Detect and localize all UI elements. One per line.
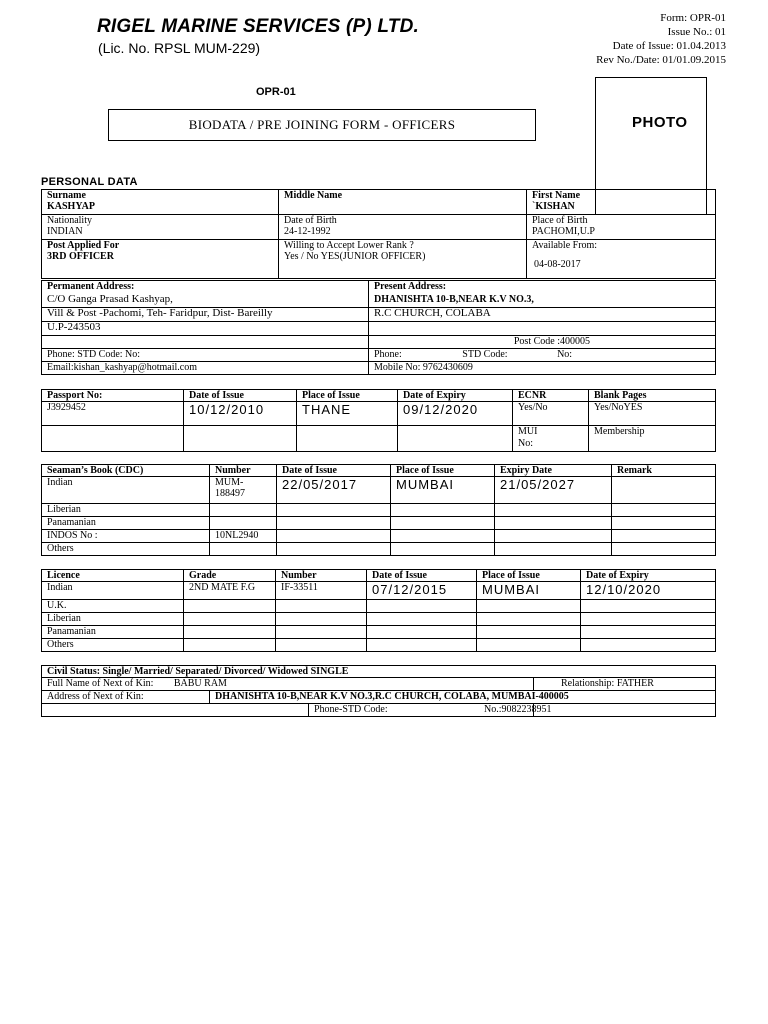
passport-place-of-issue: THANE [297, 402, 398, 426]
permanent-address-line-3: U.P-243503 [42, 322, 369, 336]
licence-row-issue [367, 600, 477, 613]
passport-blank-pages: Yes/NoYES [589, 402, 716, 426]
form-meta [596, 11, 726, 67]
present-phone-cell [369, 349, 716, 362]
cdc-row-label: Others [42, 543, 210, 556]
pob-label: Place of Birth [532, 215, 588, 226]
cdc-table [41, 464, 716, 556]
permanent-address-line-2: Vill & Post -Pachomi, Teh- Faridpur, Dist- Bareilly [42, 308, 369, 322]
table-row [42, 600, 716, 613]
dob-label: Date of Birth [284, 215, 337, 226]
available-cell [527, 240, 716, 279]
cdc-row-expiry: 21/05/2027 [495, 477, 612, 504]
licence-row-label: Others [42, 639, 184, 652]
personal-data-table [41, 189, 716, 279]
licence-row-expiry: 12/10/2020 [581, 582, 716, 600]
cdc-row-place [391, 543, 495, 556]
table-row [42, 543, 716, 556]
licence-header-issue: Date of Issue [367, 570, 477, 582]
cdc-row-place [391, 530, 495, 543]
licence-header-licence: Licence [42, 570, 184, 582]
licence-row-issue [367, 626, 477, 639]
cdc-header-issue: Date of Issue [277, 465, 391, 477]
cdc-header-book: Seaman’s Book (CDC) [42, 465, 210, 477]
permanent-address-line-1: C/O Ganga Prasad Kashyap, [42, 294, 369, 308]
cdc-row-label: Liberian [42, 504, 210, 517]
mui-cell [513, 426, 589, 452]
pob-value: PACHOMI,U.P [532, 226, 595, 237]
present-phone-no: No: [557, 349, 573, 360]
cdc-header-number: Number [210, 465, 277, 477]
kin-name-cell [42, 678, 534, 691]
passport-blank-4 [398, 426, 513, 452]
first-name-value: `KISHAN [532, 201, 575, 212]
licence-row-label: U.K. [42, 600, 184, 613]
cdc-row-remark [612, 530, 716, 543]
table-row [42, 517, 716, 530]
first-name-cell [527, 190, 716, 215]
passport-ecnr: Yes/No [513, 402, 589, 426]
middle-name-cell [279, 190, 527, 215]
nationality-cell [42, 215, 279, 240]
kin-phone-blank [42, 704, 309, 717]
passport-blank-3 [297, 426, 398, 452]
licence-header-place: Place of Issue [477, 570, 581, 582]
address-table [41, 280, 716, 375]
passport-blank-2 [184, 426, 297, 452]
cdc-row-number: 10NL2940 [210, 530, 277, 543]
passport-header-issue: Date of Issue [184, 390, 297, 402]
cdc-row-place [391, 517, 495, 530]
cdc-row-remark [612, 517, 716, 530]
passport-blank-1 [42, 426, 184, 452]
passport-header-number: Passport No: [42, 390, 184, 402]
table-row [42, 504, 716, 517]
table-row [42, 530, 716, 543]
middle-name-label: Middle Name [284, 190, 343, 201]
present-std-code: STD Code: [462, 349, 508, 360]
mui-no-label: No: [518, 438, 533, 449]
licence-row-place [477, 613, 581, 626]
next-of-kin-table [41, 665, 716, 717]
licence-row-expiry [581, 639, 716, 652]
post-label: Post Applied For [47, 240, 120, 251]
licence-row-grade: 2ND MATE F.G [184, 582, 276, 600]
first-name-label: First Name [532, 190, 581, 201]
membership-label: Membership [589, 426, 716, 452]
permanent-phone: Phone: STD Code: No: [42, 349, 369, 362]
licence-row-expiry [581, 600, 716, 613]
pob-cell [527, 215, 716, 240]
revision-number: Rev No./Date: 01/01.09.2015 [596, 54, 726, 66]
nationality-label: Nationality [47, 215, 92, 226]
licence-row-label: Panamanian [42, 626, 184, 639]
available-value: 04-08-2017 [534, 259, 581, 270]
licence-row-grade [184, 600, 276, 613]
licence-row-number [276, 600, 367, 613]
civil-status: Civil Status: Single/ Married/ Separated/ Divorced/ Widowed SINGLE [42, 666, 716, 678]
licence-row-place: MUMBAI [477, 582, 581, 600]
cdc-row-label: INDOS No : [42, 530, 210, 543]
cdc-row-number [210, 517, 277, 530]
cdc-row-number [210, 543, 277, 556]
mui-label: MUI [518, 426, 538, 437]
cdc-row-remark [612, 543, 716, 556]
kin-phone-std: Phone-STD Code: [309, 704, 534, 717]
licence-row-issue [367, 613, 477, 626]
cdc-row-expiry [495, 543, 612, 556]
surname-value: KASHYAP [47, 201, 95, 212]
cdc-row-expiry [495, 530, 612, 543]
table-row [42, 639, 716, 652]
kin-phone-no: No.:9082238951 [484, 704, 552, 715]
cdc-row-issue [277, 517, 391, 530]
cdc-row-expiry [495, 517, 612, 530]
lower-rank-label: Willing to Accept Lower Rank ? [284, 240, 414, 251]
licence-row-issue: 07/12/2015 [367, 582, 477, 600]
mobile: Mobile No: 9762430609 [369, 362, 716, 375]
cdc-header-remark: Remark [612, 465, 716, 477]
available-label: Available From: [532, 240, 598, 251]
cdc-row-remark [612, 504, 716, 517]
kin-name-label: Full Name of Next of Kin: [47, 678, 154, 689]
table-row [42, 613, 716, 626]
cdc-row-place [391, 504, 495, 517]
present-post-code: Post Code :400005 [369, 336, 716, 349]
cdc-row-place: MUMBAI [391, 477, 495, 504]
cdc-row-label: Panamanian [42, 517, 210, 530]
licence-row-expiry [581, 613, 716, 626]
licence-row-place [477, 639, 581, 652]
licence-header-grade: Grade [184, 570, 276, 582]
permanent-address-blank [42, 336, 369, 349]
licence-row-number [276, 639, 367, 652]
kin-address-label: Address of Next of Kin: [42, 691, 210, 704]
company-name: RIGEL MARINE SERVICES (P) LTD. [97, 16, 419, 37]
surname-cell [42, 190, 279, 215]
licence-row-number [276, 613, 367, 626]
present-address-line-2: R.C CHURCH, COLABA [369, 308, 716, 322]
passport-number: J3929452 [42, 402, 184, 426]
licence-row-label: Indian [42, 582, 184, 600]
licence-row-expiry [581, 626, 716, 639]
cdc-header-expiry: Expiry Date [495, 465, 612, 477]
passport-header-place: Place of Issue [297, 390, 398, 402]
nationality-value: INDIAN [47, 226, 83, 237]
cdc-row-number: MUM-188497 [210, 477, 277, 504]
lower-rank-value: Yes / No YES(JUNIOR OFFICER) [284, 251, 426, 262]
cdc-row-issue: 22/05/2017 [277, 477, 391, 504]
licence-number: (Lic. No. RPSL MUM-229) [98, 40, 261, 56]
present-phone-label: Phone: [374, 349, 402, 360]
passport-header-expiry: Date of Expiry [398, 390, 513, 402]
kin-phone-no-cell [484, 704, 716, 717]
licence-row-label: Liberian [42, 613, 184, 626]
table-row [42, 582, 716, 600]
licence-header-expiry: Date of Expiry [581, 570, 716, 582]
table-row [42, 477, 716, 504]
form-number: Form: OPR-01 [660, 12, 726, 24]
licence-row-number [276, 626, 367, 639]
cdc-row-number [210, 504, 277, 517]
licence-row-issue [367, 639, 477, 652]
licence-row-number: IF-33511 [276, 582, 367, 600]
photo-label: PHOTO [632, 114, 688, 131]
lower-rank-cell [279, 240, 527, 279]
kin-relationship: Relationship: FATHER [534, 678, 716, 691]
post-cell [42, 240, 279, 279]
licence-row-grade [184, 639, 276, 652]
opr-code: OPR-01 [256, 86, 296, 98]
licence-row-grade [184, 626, 276, 639]
personal-data-heading: PERSONAL DATA [41, 176, 138, 188]
passport-date-of-issue: 10/12/2010 [184, 402, 297, 426]
passport-table [41, 389, 716, 452]
table-row [42, 626, 716, 639]
date-of-issue: Date of Issue: 01.04.2013 [612, 40, 726, 52]
cdc-row-issue [277, 543, 391, 556]
present-address-line-1: DHANISHTA 10-B,NEAR K.V NO.3, [369, 294, 716, 308]
post-value: 3RD OFFICER [47, 251, 114, 262]
present-address-label: Present Address: [369, 281, 716, 294]
passport-date-of-expiry: 09/12/2020 [398, 402, 513, 426]
cdc-row-label: Indian [42, 477, 210, 504]
cdc-header-place: Place of Issue [391, 465, 495, 477]
cdc-row-issue [277, 530, 391, 543]
cdc-row-expiry [495, 504, 612, 517]
form-title: BIODATA / PRE JOINING FORM - OFFICERS [108, 109, 536, 141]
surname-label: Surname [47, 190, 86, 201]
permanent-address-label: Permanent Address: [42, 281, 369, 294]
cdc-row-issue [277, 504, 391, 517]
licence-row-grade [184, 613, 276, 626]
kin-name-value: BABU RAM [173, 678, 227, 689]
issue-number: Issue No.: 01 [667, 26, 726, 38]
licence-header-number: Number [276, 570, 367, 582]
licence-row-place [477, 600, 581, 613]
present-address-blank [369, 322, 716, 336]
licence-table [41, 569, 716, 652]
passport-header-ecnr: ECNR [513, 390, 589, 402]
kin-address-value: DHANISHTA 10-B,NEAR K.V NO.3,R.C CHURCH, COLABA, MUMBAI-400005 [210, 691, 716, 704]
dob-value: 24-12-1992 [284, 226, 331, 237]
email: Email:kishan_kashyap@hotmail.com [42, 362, 369, 375]
dob-cell [279, 215, 527, 240]
licence-row-place [477, 626, 581, 639]
cdc-row-remark [612, 477, 716, 504]
passport-header-blank-pages: Blank Pages [589, 390, 716, 402]
